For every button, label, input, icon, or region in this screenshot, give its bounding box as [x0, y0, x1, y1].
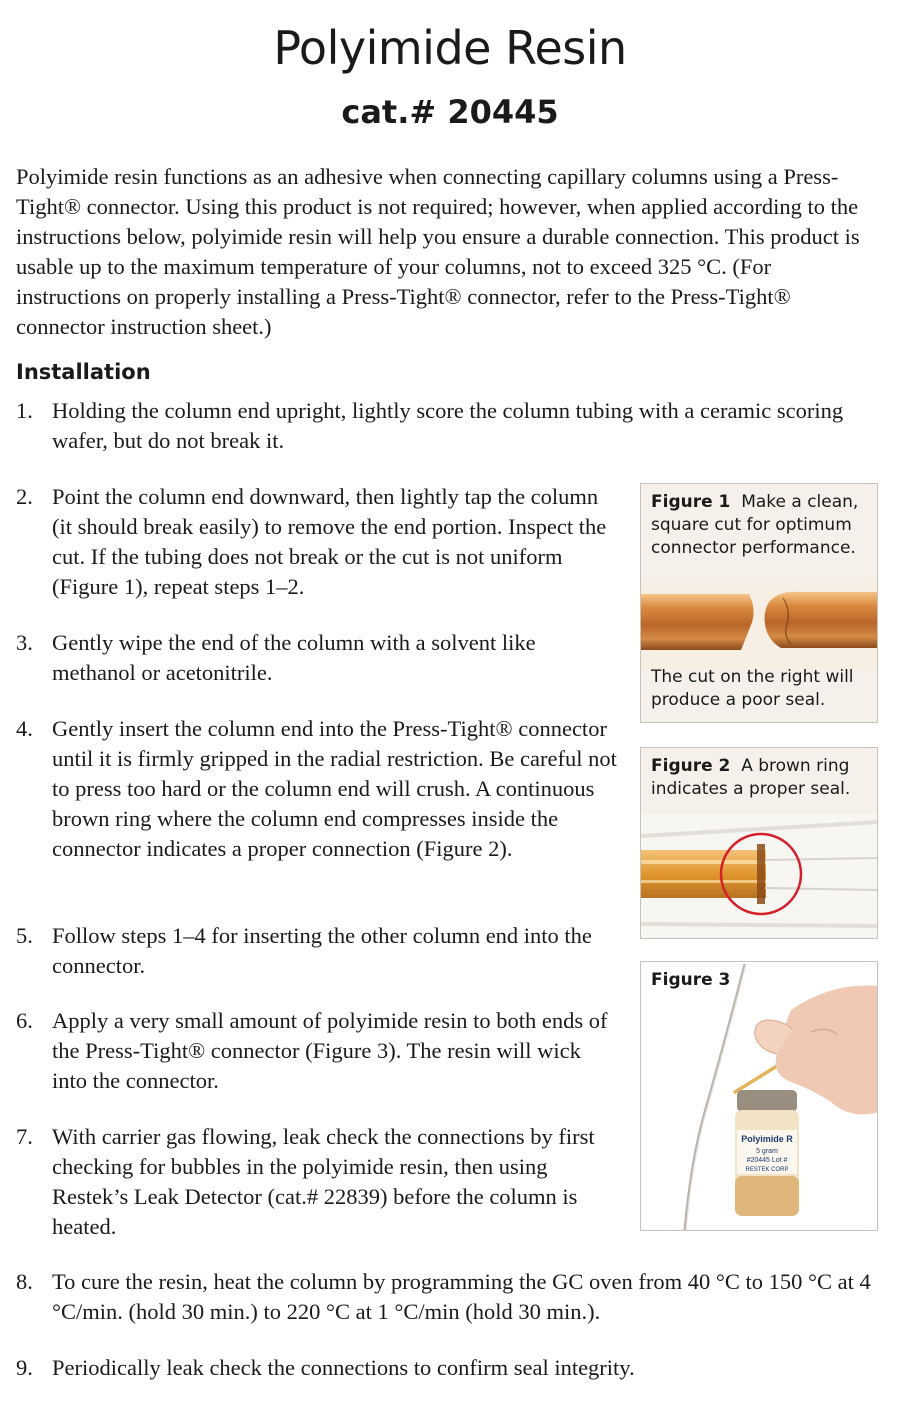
intro-paragraph: Polyimide resin functions as an adhesive when connecting capillary columns using a Press-Tight® connector. Using this product is not required; however, when applied according to the instructions below, polyimide resin will help you ensure a durable connection. This product is usable up to the maximum temperature of your columns, not to exceed 325 °C. (For instructions on properly installing a Press-Tight® connector, refer to the Press-Tight® connector instruction sheet.) — [16, 164, 860, 339]
figure-1-caption-text: Make a clean, square cut for optimum connector performance. — [651, 492, 859, 558]
step-8 — [16, 1267, 878, 1327]
connector-photo — [641, 814, 878, 938]
figure-3-label: Figure 3 — [651, 970, 731, 990]
step-text: With carrier gas flowing, leak check the connections by first checking for bubbles in the polyimide resin, then using Restek’s Leak Detector (cat.# 22839) before the column is heated. — [52, 1124, 595, 1239]
bottle-label-line-1: Polyimide R — [741, 1134, 793, 1144]
step-9 — [16, 1353, 878, 1383]
step-7 — [16, 1122, 616, 1242]
figure-3 — [640, 961, 878, 1231]
step-number: 6. — [16, 1008, 33, 1033]
figure-2-label: Figure 2 — [651, 756, 731, 776]
figure-2 — [640, 747, 878, 939]
bottle-label-line-4: RESTEK CORP — [745, 1167, 789, 1173]
page-title: Polyimide Resin — [273, 21, 627, 75]
catalog-number: cat.# 20445 — [341, 93, 559, 131]
step-5 — [16, 921, 616, 981]
step-text: Gently wipe the end of the column with a solvent like methanol or acetonitrile. — [52, 630, 536, 685]
figure-1-bottom-caption: The cut on the right will produce a poor seal. — [651, 667, 854, 710]
step-4 — [16, 714, 618, 864]
step-1 — [16, 396, 878, 456]
figure-2-caption-text: A brown ring indicates a proper seal. — [651, 756, 851, 799]
step-number: 1. — [16, 398, 33, 423]
step-3 — [16, 628, 616, 688]
step-number: 8. — [16, 1269, 33, 1294]
figure-2-caption — [641, 748, 877, 801]
step-text: Periodically leak check the connections to confirm seal integrity. — [52, 1355, 635, 1380]
step-number: 3. — [16, 630, 33, 655]
step-text: Holding the column end upright, lightly score the column tubing with a ceramic scoring wafer, but do not break it. — [52, 398, 844, 453]
step-text: To cure the resin, heat the column by programming the GC oven from 40 °C to 150 °C at 4 °C/min. (hold 30 min.) to 220 °C at 1 °C/min (hold 30 min.). — [52, 1269, 871, 1324]
step-number: 4. — [16, 716, 33, 741]
figure-1 — [640, 483, 878, 723]
figure-1-caption — [641, 484, 877, 560]
figure-1-label: Figure 1 — [651, 492, 731, 512]
step-2 — [16, 482, 616, 602]
step-number: 2. — [16, 484, 33, 509]
bottle-label-line-2: 5 gram — [756, 1148, 778, 1155]
step-number: 9. — [16, 1355, 33, 1380]
bottle-label-line-3: #20445 Lot # — [746, 1157, 788, 1164]
step-number: 5. — [16, 923, 33, 948]
resin-application-photo — [641, 962, 878, 1231]
cut-tubing-photo — [641, 580, 878, 670]
installation-heading: Installation — [16, 360, 151, 384]
step-number: 7. — [16, 1124, 33, 1149]
step-text: Apply a very small amount of polyimide resin to both ends of the Press-Tight® connector (Figure 3). The resin will wick into the connector. — [52, 1008, 608, 1093]
step-text: Point the column end downward, then lightly tap the column (it should break easily) to remove the end portion. Inspect the cut. If the tubing does not break or the cut is not uniform (Figure 1), repeat steps 1–2. — [52, 484, 607, 599]
step-text: Follow steps 1–4 for inserting the other column end into the connector. — [52, 923, 592, 978]
step-text: Gently insert the column end into the Press-Tight® connector until it is firmly gripped in the radial restriction. Be careful not to press too hard or the column end will crush. A continuous brown ring where the column end compresses inside the connector indicates a proper connection (Figure 2). — [52, 716, 617, 861]
step-6 — [16, 1006, 616, 1096]
